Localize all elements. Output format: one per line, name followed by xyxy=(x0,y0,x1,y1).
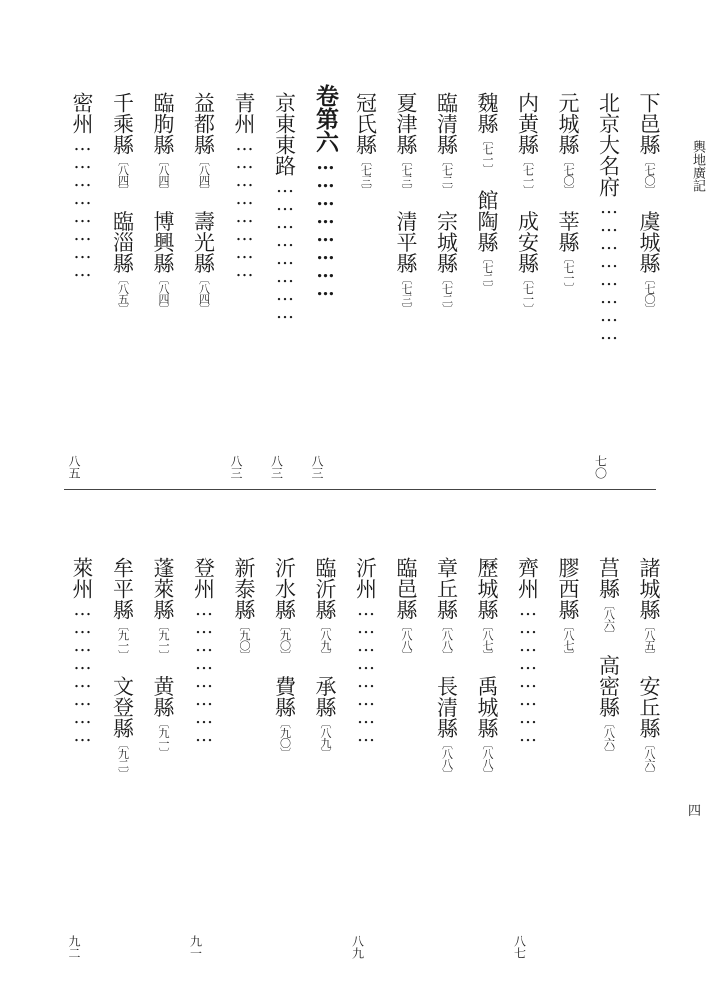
toc-entry-name: 長清縣 xyxy=(434,654,459,739)
toc-entry-name: 京東東路 xyxy=(272,92,297,176)
toc-entry-name: 沂州 xyxy=(353,557,378,599)
toc-entry-page-ref: 〔八四〕 xyxy=(197,155,211,190)
toc-entry-page-ref: 〔八五〕 xyxy=(116,273,130,314)
toc-column xyxy=(347,557,377,743)
toc-page-number: 八三 xyxy=(229,455,243,479)
toc-leader-dots: …………………… xyxy=(274,176,296,320)
toc-entry-name: 臨清縣 xyxy=(434,92,459,155)
toc-page-number: 八三 xyxy=(310,455,324,479)
toc-page-number: 九一 xyxy=(188,935,203,959)
toc-leader-dots: …………………… xyxy=(234,134,255,278)
toc-entry-name: 萊州 xyxy=(70,557,94,599)
toc-entry-page-ref: 〔八四〕 xyxy=(157,273,170,314)
toc-column xyxy=(509,92,539,314)
toc-entry-name: 夏津縣 xyxy=(394,92,418,155)
toc-page-number: 八七 xyxy=(512,935,527,959)
toc-entry-page-ref: 〔八八〕 xyxy=(440,620,454,655)
toc-entry-page-ref: 〔八四〕 xyxy=(197,273,211,314)
toc-column xyxy=(468,92,498,293)
toc-entry-name: 下邑縣 xyxy=(637,92,661,155)
toc-column xyxy=(468,557,498,779)
toc-page-number: 九二 xyxy=(67,935,81,959)
toc-entry-name: 冠氏縣 xyxy=(353,92,378,155)
toc-entry-name: 密州 xyxy=(70,92,94,134)
toc-column xyxy=(225,557,255,660)
toc-entry-page-ref: 〔八九〕 xyxy=(319,620,332,655)
toc-entry-name: 膠西縣 xyxy=(556,557,580,620)
toc-column xyxy=(630,557,660,779)
toc-entry-name: 臨淄縣 xyxy=(110,189,135,274)
toc-entry-name: 内黄縣 xyxy=(515,92,540,155)
toc-leader-dots: …………………… xyxy=(72,134,93,278)
toc-entry-page-ref: 〔九〇〕 xyxy=(278,717,292,758)
toc-entry-name: 諸城縣 xyxy=(637,557,661,620)
toc-column xyxy=(144,557,174,758)
toc-leader-dots: …………………… xyxy=(517,599,539,743)
toc-column xyxy=(63,92,93,278)
toc-column xyxy=(590,92,620,341)
toc-column xyxy=(387,92,417,314)
toc-entry-name: 高密縣 xyxy=(596,633,621,718)
toc-entry-name: 安丘縣 xyxy=(637,654,661,739)
toc-column xyxy=(549,557,579,660)
toc-column xyxy=(185,557,215,743)
toc-entry-page-ref: 〔八四〕 xyxy=(157,155,170,190)
toc-entry-page-ref: 〔七一〕 xyxy=(521,155,535,190)
toc-column xyxy=(428,557,458,779)
toc-entry-page-ref: 〔九〇〕 xyxy=(238,620,251,660)
toc-leader-dots: …………………… xyxy=(72,599,93,743)
toc-entry-name: 館陶縣 xyxy=(475,168,499,253)
toc-entry-page-ref: 〔九一〕 xyxy=(157,620,170,655)
toc-column xyxy=(144,92,174,314)
toc-leader-dots: …………………… xyxy=(355,599,377,743)
toc-column xyxy=(225,92,255,278)
toc-entry-page-ref: 〔七二〕 xyxy=(440,273,454,314)
toc-entry-name: 元城縣 xyxy=(556,92,580,155)
toc-entry-name: 莘縣 xyxy=(556,189,580,253)
toc-entry-name: 章丘縣 xyxy=(434,557,459,620)
toc-leader-dots: …………………… xyxy=(598,197,620,341)
toc-entry-page-ref: 〔七三〕 xyxy=(400,273,413,314)
running-head: 輿地廣記 xyxy=(690,140,705,192)
toc-entry-name: 壽光縣 xyxy=(191,189,216,274)
toc-entry-page-ref: 〔九〇〕 xyxy=(278,620,292,655)
toc-entry-page-ref: 〔九二〕 xyxy=(116,738,130,779)
toc-entry-name: 成安縣 xyxy=(515,189,540,274)
toc-entry-name: 莒縣 xyxy=(596,557,621,599)
toc-entry-name: 魏縣 xyxy=(475,92,499,134)
toc-entry-page-ref: 〔七〇〕 xyxy=(643,155,656,190)
toc-column xyxy=(306,84,339,297)
toc-column xyxy=(387,557,417,660)
toc-entry-page-ref: 〔七三〕 xyxy=(400,155,413,190)
toc-entry-name: 卷第六 xyxy=(312,84,339,153)
toc-column xyxy=(104,557,134,779)
toc-entry-name: 牟平縣 xyxy=(110,557,135,620)
toc-entry-page-ref: 〔八七〕 xyxy=(481,620,494,655)
toc-column xyxy=(63,557,93,743)
toc-entry-name: 清平縣 xyxy=(394,189,418,274)
toc-entry-name: 齊州 xyxy=(515,557,540,599)
toc-page-number: 八九 xyxy=(350,935,365,959)
toc-entry-page-ref: 〔七〇〕 xyxy=(562,155,575,190)
folio-page-number: 四 xyxy=(688,804,702,819)
toc-column xyxy=(347,92,377,195)
toc-column xyxy=(266,557,296,758)
toc-entry-name: 黄縣 xyxy=(151,654,175,718)
toc-entry-name: 虞城縣 xyxy=(637,189,661,274)
toc-entry-page-ref: 〔八八〕 xyxy=(481,738,494,779)
toc-entry-page-ref: 〔九一〕 xyxy=(157,717,170,758)
toc-entry-page-ref: 〔七一〕 xyxy=(481,134,494,169)
toc-entry-page-ref: 〔八八〕 xyxy=(400,620,413,660)
toc-entry-page-ref: 〔八八〕 xyxy=(440,738,454,779)
section-divider xyxy=(64,489,656,490)
toc-column xyxy=(509,557,539,743)
toc-entry-name: 費縣 xyxy=(272,654,297,718)
toc-entry-page-ref: 〔八九〕 xyxy=(319,717,332,758)
toc-entry-page-ref: 〔八六〕 xyxy=(602,599,616,634)
toc-column xyxy=(630,92,660,314)
toc-entry-name: 承縣 xyxy=(313,654,337,718)
toc-entry-page-ref: 〔八四〕 xyxy=(116,155,130,190)
toc-entry-page-ref: 〔九一〕 xyxy=(116,620,130,655)
toc-page-number: 八三 xyxy=(269,455,284,479)
toc-entry-name: 蓬萊縣 xyxy=(151,557,175,620)
toc-entry-page-ref: 〔七二〕 xyxy=(440,155,454,190)
toc-column xyxy=(590,557,620,758)
toc-entry-name: 臨沂縣 xyxy=(313,557,337,620)
toc-column xyxy=(266,92,296,320)
toc-entry-page-ref: 〔八六〕 xyxy=(602,717,616,758)
toc-column xyxy=(185,92,215,314)
toc-entry-name: 益都縣 xyxy=(191,92,216,155)
toc-entry-name: 北京大名府 xyxy=(596,92,621,197)
toc-entry-name: 宗城縣 xyxy=(434,189,459,274)
toc-entry-name: 新泰縣 xyxy=(232,557,256,620)
toc-entry-name: 沂水縣 xyxy=(272,557,297,620)
toc-leader-dots: …………………… xyxy=(193,599,215,743)
toc-entry-page-ref: 〔八五〕 xyxy=(643,620,656,655)
toc-page-number: 七〇 xyxy=(593,455,608,479)
toc-page-number: 八五 xyxy=(67,455,81,479)
toc-column xyxy=(428,92,458,314)
toc-entry-page-ref: 〔七〇〕 xyxy=(643,273,656,314)
toc-column xyxy=(306,557,336,758)
toc-entry-name: 禹城縣 xyxy=(475,654,499,739)
toc-entry-name: 文登縣 xyxy=(110,654,135,739)
toc-entry-name: 歷城縣 xyxy=(475,557,499,620)
toc-leader-dots: …………………… xyxy=(315,153,336,297)
toc-entry-name: 臨邑縣 xyxy=(394,557,418,620)
toc-entry-page-ref: 〔八七〕 xyxy=(562,620,575,660)
toc-column xyxy=(549,92,579,293)
toc-entry-name: 登州 xyxy=(191,557,216,599)
toc-entry-page-ref: 〔七一〕 xyxy=(521,273,535,314)
toc-entry-name: 青州 xyxy=(232,92,256,134)
toc-column xyxy=(104,92,134,314)
toc-entry-name: 千乘縣 xyxy=(110,92,135,155)
toc-entry-name: 博興縣 xyxy=(151,189,175,274)
toc-entry-page-ref: 〔七三〕 xyxy=(359,155,373,195)
toc-entry-page-ref: 〔七二〕 xyxy=(481,252,494,293)
toc-entry-page-ref: 〔八六〕 xyxy=(643,738,656,779)
toc-entry-name: 臨朐縣 xyxy=(151,92,175,155)
toc-entry-page-ref: 〔七一〕 xyxy=(562,252,575,293)
